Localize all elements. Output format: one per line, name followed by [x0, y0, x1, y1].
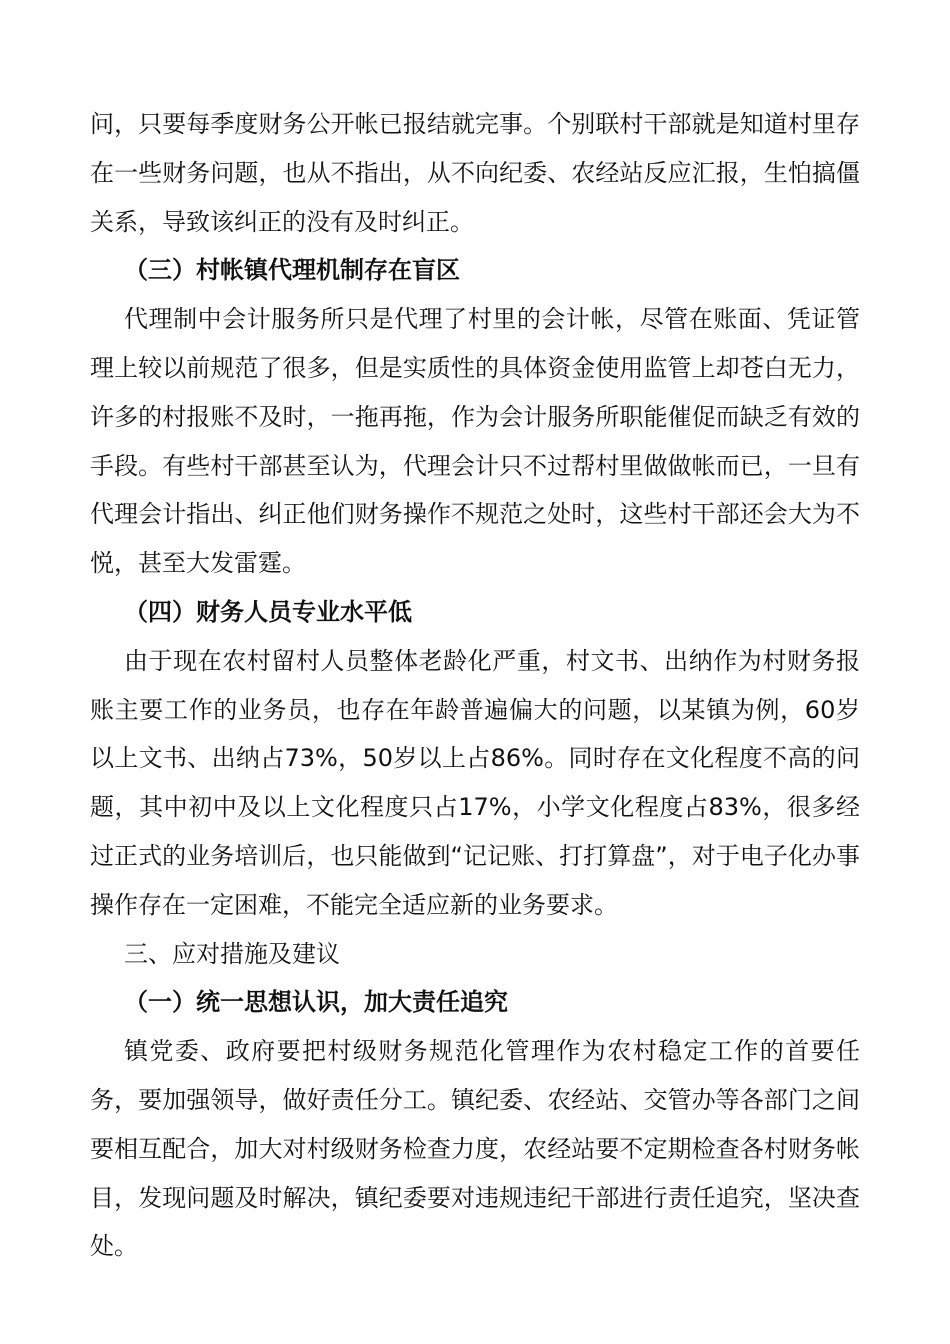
heading-village-accounts-agency: （三）村帐镇代理机制存在盲区 — [124, 256, 460, 285]
paragraph-continued: 问，只要每季度财务公开帐已报结就完事。个别联村干部就是知道村里存在一些财务问题，也从不指出，从不向纪委、农经站反应汇报，生怕搞僵关系，导致该纠正的没有及时纠正。 — [90, 110, 860, 236]
paragraph-unify-thinking: 镇党委、政府要把村级财务规范化管理作为农村稳定工作的首要任务，要加强领导，做好责任分工。镇纪委、农经站、交管办等各部门之间要相互配合，加大对村级财务检查力度，农经站要不定期检查各村财务帐目，发现问题及时解决，镇纪委要对违规违纪干部进行责任追究，坚决查处。 — [90, 1037, 860, 1261]
document-page — [90, 100, 860, 1271]
paragraph-staff-skill-level: 由于现在农村留村人员整体老龄化严重，村文书、出纳作为村财务报账主要工作的业务员，也存在年龄普遍偏大的问题，以某镇为例，60岁以上文书、出纳占73%，50岁以上占86%。同时存在文化程度不高的问题，其中初中及以上文化程度只占17%，小学文化程度占83%，很多经过正式的业务培训后，也只能做到“记记账、打打算盘”，对于电子化办事操作存在一定困难，不能完全适应新的业务要求。 — [90, 646, 860, 919]
heading-staff-skill-level: （四）财务人员专业水平低 — [124, 597, 412, 626]
section-title-measures: 三、应对措施及建议 — [124, 939, 340, 968]
heading-unify-thinking: （一）统一思想认识，加大责任追究 — [124, 988, 508, 1017]
paragraph-agency-mechanism: 代理制中会计服务所只是代理了村里的会计帐，尽管在账面、凭证管理上较以前规范了很多，但是实质性的具体资金使用监管上却苍白无力，许多的村报账不及时，一拖再拖，作为会计服务所职能催促而缺乏有效的手段。有些村干部甚至认为，代理会计只不过帮村里做做帐而已，一旦有代理会计指出、纠正他们财务操作不规范之处时，这些村干部还会大为不悦，甚至大发雷霆。 — [90, 305, 860, 578]
